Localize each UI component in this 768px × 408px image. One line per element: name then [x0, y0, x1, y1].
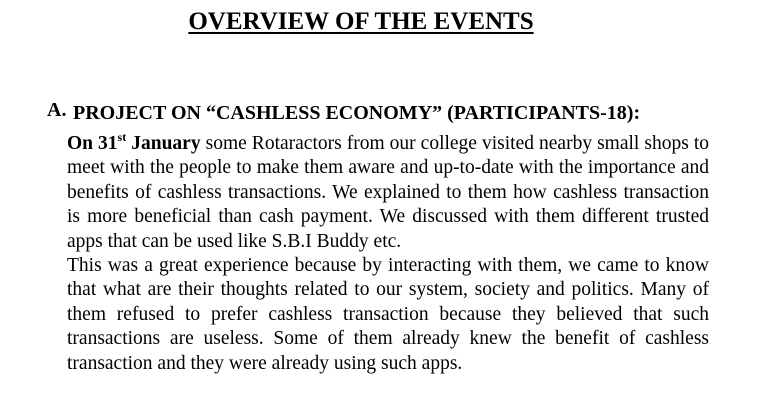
section-heading: PROJECT ON “CASHLESS ECONOMY” (PARTICIPANTS-18): [73, 102, 641, 124]
section-body [67, 132, 709, 376]
date-ordinal-suffix: st [117, 130, 127, 144]
date-month: January [126, 133, 201, 154]
section-marker: A. [47, 99, 67, 121]
page-title: OVERVIEW OF THE EVENTS [188, 8, 534, 35]
date-prefix: On 31 [67, 133, 118, 154]
paragraph-1 [67, 132, 709, 254]
paragraph-2: This was a great experience because by interacting with them, we came to know that what are their thoughts related to our system, society and politics. Many of them refused to prefer cashless transaction because they believed that such transactions are useless. Some of them already knew the benefit of cashless transaction and they were already using such apps. [67, 255, 709, 374]
event-date [67, 130, 201, 154]
paragraph-1-text: some Rotaractors from our college visited nearby small shops to meet with the people to make them aware and up-to-date with the importance and benefits of cashless transactions. We explained to them how cashless transaction is more beneficial than cash payment. We discussed with them different trusted apps that can be used like S.B.I Buddy etc. [67, 133, 709, 252]
